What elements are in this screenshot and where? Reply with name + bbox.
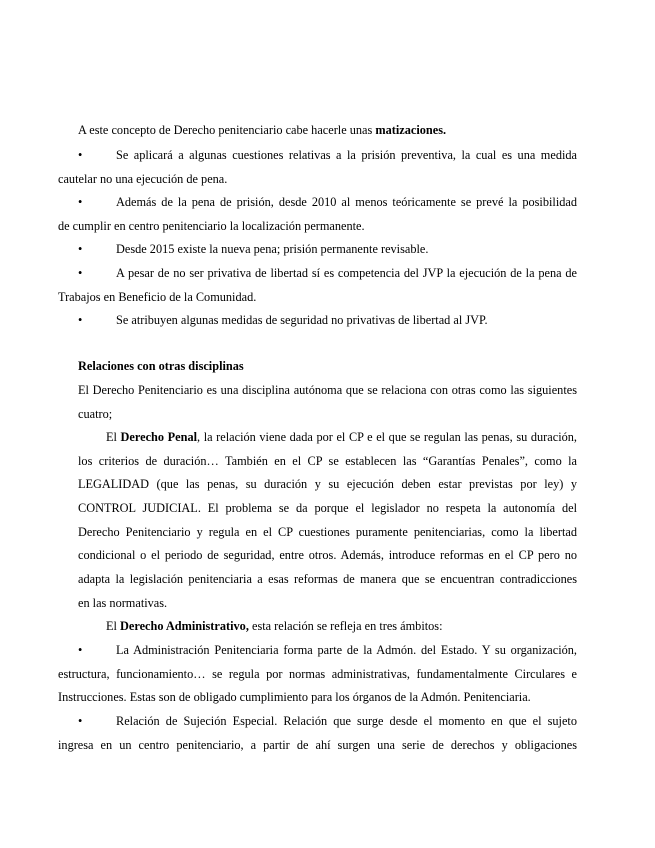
paragraph-line: adapta la legislación penitenciaria a esas reformas de manera que se encuentran contradicciones bbox=[78, 572, 577, 586]
intro-paragraph bbox=[78, 122, 446, 138]
intro-text: A este concepto de Derecho penitenciario cabe hacerle unas bbox=[78, 123, 376, 137]
term-derecho-penal: Derecho Penal bbox=[120, 430, 198, 444]
list-item-line: ingresa en un centro penitenciario, a partir de ahí surgen una serie de derechos y obligaciones bbox=[58, 738, 577, 752]
bullet-marker: • bbox=[78, 313, 83, 327]
paragraph-line: Derecho Penitenciario y regula en el CP cuestiones puramente penitenciarias, como la libertad bbox=[78, 525, 577, 539]
paragraph-text: El bbox=[106, 430, 121, 444]
intro-bold-term: matizaciones. bbox=[375, 123, 447, 137]
paragraph-line bbox=[106, 429, 577, 445]
term-derecho-administrativo: Derecho Administrativo, bbox=[120, 619, 249, 633]
list-item-line: La Administración Penitenciaria forma parte de la Admón. del Estado. Y su organización, bbox=[116, 643, 577, 657]
list-item-line: A pesar de no ser privativa de libertad sí es competencia del JVP la ejecución de la pena de bbox=[116, 266, 577, 280]
paragraph-line: LEGALIDAD (que las penas, su duración y su ejecución deben estar previstas por ley) y bbox=[78, 477, 577, 491]
list-item-line: Se aplicará a algunas cuestiones relativas a la prisión preventiva, la cual es una medida bbox=[116, 148, 577, 162]
list-item-line: estructura, funcionamiento… se regula por normas administrativas, fundamentalmente Circulares e bbox=[58, 667, 577, 681]
paragraph-line: en las normativas. bbox=[78, 596, 168, 610]
list-item-line: Trabajos en Beneficio de la Comunidad. bbox=[58, 290, 257, 304]
list-item-line: Además de la pena de prisión, desde 2010 al menos teóricamente se prevé la posibilidad bbox=[116, 195, 577, 209]
paragraph-text: , la relación viene dada por el CP e el que se regulan las penas, su duración, bbox=[197, 430, 577, 444]
paragraph-text: El bbox=[106, 619, 121, 633]
section-intro-line: El Derecho Penitenciario es una disciplina autónoma que se relaciona con otras como las siguientes bbox=[78, 383, 577, 397]
paragraph-derecho-administrativo bbox=[106, 618, 443, 634]
bullet-marker: • bbox=[78, 266, 83, 280]
section-heading: Relaciones con otras disciplinas bbox=[78, 359, 244, 373]
paragraph-line: condicional o el periodo de seguridad, entre otros. Además, introduce reformas en el CP pero no bbox=[78, 548, 577, 562]
bullet-marker: • bbox=[78, 148, 83, 162]
bullet-marker: • bbox=[78, 242, 83, 256]
paragraph-line: los criterios de duración… También en el CP se establecen las “Garantías Penales”, como la bbox=[78, 454, 577, 468]
bullet-marker: • bbox=[78, 643, 83, 657]
paragraph-text: esta relación se refleja en tres ámbitos: bbox=[248, 619, 443, 633]
list-item-line: Se atribuyen algunas medidas de seguridad no privativas de libertad al JVP. bbox=[116, 313, 488, 327]
list-item-line: Relación de Sujeción Especial. Relación que surge desde el momento en que el sujeto bbox=[116, 714, 577, 728]
list-item-line: Desde 2015 existe la nueva pena; prisión permanente revisable. bbox=[116, 242, 429, 256]
paragraph-line: CONTROL JUDICIAL. El problema se da porque el legislador no respeta la autonomía del bbox=[78, 501, 577, 515]
section-intro-line: cuatro; bbox=[78, 407, 113, 421]
list-item-line: cautelar no una ejecución de pena. bbox=[58, 172, 228, 186]
list-item-line: Instrucciones. Estas son de obligado cumplimiento para los órganos de la Admón. Penitenciaria. bbox=[58, 690, 531, 704]
bullet-marker: • bbox=[78, 195, 83, 209]
bullet-marker: • bbox=[78, 714, 83, 728]
list-item-line: de cumplir en centro penitenciario la localización permanente. bbox=[58, 219, 365, 233]
